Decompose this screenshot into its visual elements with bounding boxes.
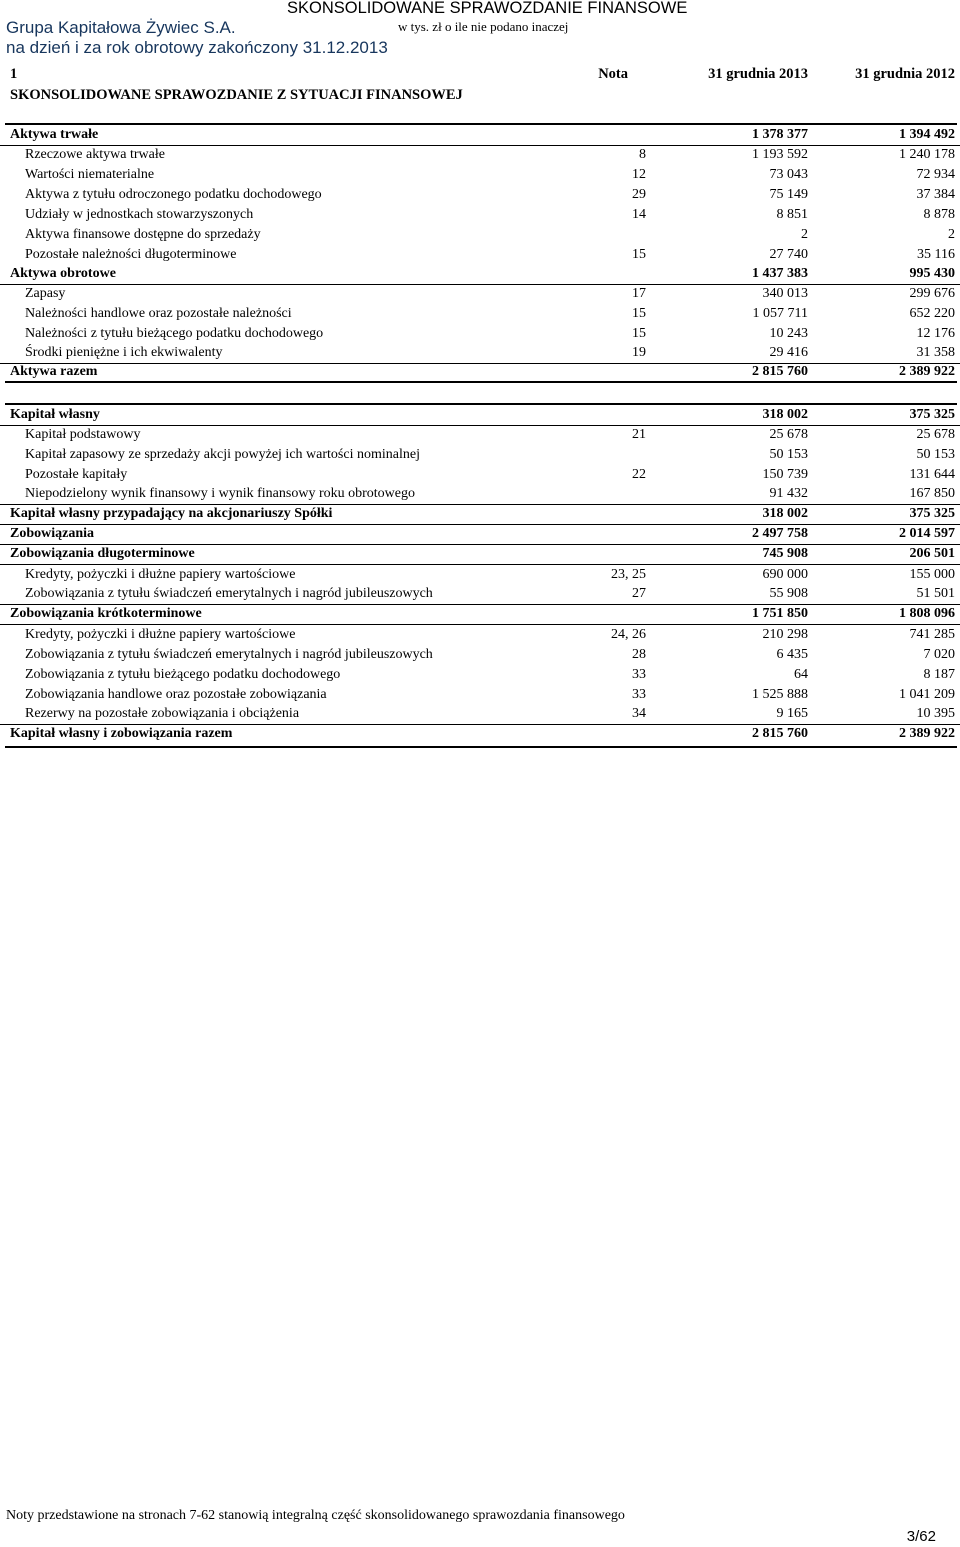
row-value-2013: 2 815 760 [752,364,808,379]
section-title: SKONSOLIDOWANE SPRAWOZDANIE Z SYTUACJI FINANSOWEJ [10,87,463,103]
row-note: 15 [632,326,646,341]
row-note: 15 [632,247,646,262]
row-value-2012: 375 325 [909,407,955,422]
page-number: 3/62 [906,1528,936,1545]
row-value-2013: 8 851 [776,207,808,222]
table-row [0,284,960,304]
row-value-2013: 27 740 [769,247,808,262]
table-bottom-rule [5,746,957,748]
row-note: 12 [632,167,646,182]
row-label: Aktywa obrotowe [10,266,116,281]
row-value-2012: 995 430 [909,266,955,281]
row-label: Zobowiązania z tytułu bieżącego podatku dochodowego [25,667,341,682]
row-value-2013: 340 013 [762,286,808,301]
row-value-2013: 1 751 850 [752,606,808,621]
row-label: Zobowiązania z tytułu świadczeń emerytalnych i nagród jubileuszowych [25,586,433,601]
row-note: 27 [632,586,646,601]
reporting-date: na dzień i za rok obrotowy zakończony 31.12.2013 [6,38,388,57]
table-row [0,425,960,445]
column-2012-header: 31 grudnia 2012 [855,66,955,82]
row-value-2013: 55 908 [769,586,808,601]
table-row [0,704,960,725]
row-value-2012: 72 934 [916,167,955,182]
statement-number: 1 [10,66,18,82]
table-row [0,405,960,426]
table-row [0,544,960,565]
row-value-2013: 29 416 [769,345,808,360]
row-note: 23, 25 [611,567,646,582]
table-row [0,145,960,165]
table-row [0,465,960,485]
row-value-2012: 155 000 [909,567,955,582]
table-row [0,565,960,585]
table-row [0,724,960,744]
row-value-2012: 8 878 [923,207,955,222]
row-label: Środki pieniężne i ich ekwiwalenty [25,345,223,360]
row-value-2013: 318 002 [762,407,808,422]
row-value-2013: 2 [801,227,808,242]
row-value-2012: 2 [948,227,955,242]
column-2013-header: 31 grudnia 2013 [708,66,808,82]
row-label: Należności handlowe oraz pozostałe należności [25,306,292,321]
row-note: 24, 26 [611,627,646,642]
company-name: Grupa Kapitałowa Żywiec S.A. [6,18,236,37]
row-note: 15 [632,306,646,321]
row-value-2013: 745 908 [762,546,808,561]
table-row [0,484,960,505]
row-label: Rzeczowe aktywa trwałe [25,147,165,162]
row-value-2013: 1 193 592 [752,147,808,162]
row-value-2012: 167 850 [909,486,955,501]
row-label: Kapitał podstawowy [25,427,141,442]
table-row [0,645,960,665]
table-row [0,125,960,146]
row-value-2012: 7 020 [923,647,955,662]
row-note: 28 [632,647,646,662]
table-row [0,205,960,225]
row-label: Aktywa finansowe dostępne do sprzedaży [25,227,261,242]
row-value-2012: 10 395 [916,706,955,721]
row-value-2012: 2 389 922 [899,364,955,379]
note-column-header: Nota [598,66,628,82]
row-note: 22 [632,467,646,482]
row-value-2012: 8 187 [923,667,955,682]
row-value-2012: 12 176 [916,326,955,341]
table-row [0,304,960,324]
row-value-2012: 1 041 209 [899,687,955,702]
row-value-2013: 6 435 [776,647,808,662]
row-label: Pozostałe należności długoterminowe [25,247,237,262]
row-label: Zobowiązania handlowe oraz pozostałe zobowiązania [25,687,327,702]
table-row [0,225,960,245]
row-value-2013: 1 057 711 [752,306,808,321]
row-label: Zobowiązania długoterminowe [10,546,195,561]
row-value-2012: 2 014 597 [899,526,955,541]
row-note: 19 [632,345,646,360]
row-label: Należności z tytułu bieżącego podatku dochodowego [25,326,324,341]
row-value-2013: 1 437 383 [752,266,808,281]
table-row [0,584,960,605]
table-row [0,264,960,285]
row-value-2013: 150 739 [762,467,808,482]
row-value-2012: 35 116 [917,247,955,262]
row-label: Kapitał własny przypadający na akcjonariuszy Spółki [10,506,333,521]
row-value-2012: 299 676 [909,286,955,301]
table-row [0,165,960,185]
row-note: 21 [632,427,646,442]
row-label: Aktywa z tytułu odroczonego podatku dochodowego [25,187,322,202]
row-label: Kapitał zapasowy ze sprzedaży akcji powyżej ich wartości nominalnej [25,447,420,462]
row-label: Kredyty, pożyczki i dłużne papiery wartościowe [25,567,296,582]
row-note: 34 [632,706,646,721]
table-row [0,504,960,525]
row-value-2012: 652 220 [909,306,955,321]
footer-note: Noty przedstawione na stronach 7-62 stanowią integralną część skonsolidowanego sprawozdania finansowego [6,1508,625,1523]
row-value-2012: 1 240 178 [899,147,955,162]
row-value-2013: 91 432 [769,486,808,501]
table-row [0,324,960,344]
row-value-2013: 318 002 [762,506,808,521]
row-label: Aktywa trwałe [10,127,99,142]
row-label: Wartości niematerialne [25,167,155,182]
table-row [0,245,960,265]
row-label: Zobowiązania z tytułu świadczeń emerytalnych i nagród jubileuszowych [25,647,433,662]
table-row [0,445,960,465]
row-label: Udziały w jednostkach stowarzyszonych [25,207,254,222]
row-label: Aktywa razem [10,364,98,379]
row-value-2013: 73 043 [769,167,808,182]
unit-note: w tys. zł o ile nie podano inaczej [398,19,569,34]
row-value-2013: 25 678 [769,427,808,442]
table-row [0,524,960,545]
row-value-2013: 2 497 758 [752,526,808,541]
row-value-2013: 210 298 [762,627,808,642]
row-value-2013: 75 149 [769,187,808,202]
row-value-2012: 50 153 [916,447,955,462]
row-value-2012: 51 501 [916,586,955,601]
row-value-2012: 25 678 [916,427,955,442]
row-value-2012: 37 384 [916,187,955,202]
document-title: SKONSOLIDOWANE SPRAWOZDANIE FINANSOWE [287,0,688,17]
table-row [0,665,960,685]
row-label: Rezerwy na pozostałe zobowiązania i obciążenia [25,706,300,721]
table-row [0,604,960,625]
row-value-2013: 50 153 [769,447,808,462]
table-row [0,685,960,705]
row-label: Zobowiązania [10,526,95,541]
row-note: 14 [632,207,646,222]
row-note: 17 [632,286,646,301]
row-note: 33 [632,667,646,682]
row-label: Kredyty, pożyczki i dłużne papiery wartościowe [25,627,296,642]
row-label: Niepodzielony wynik finansowy i wynik finansowy roku obrotowego [25,486,415,501]
row-value-2012: 31 358 [916,345,955,360]
table-row [0,343,960,364]
row-value-2012: 206 501 [909,546,955,561]
row-value-2013: 10 243 [769,326,808,341]
row-value-2012: 741 285 [909,627,955,642]
row-value-2012: 2 389 922 [899,726,955,741]
row-value-2013: 2 815 760 [752,726,808,741]
row-value-2013: 9 165 [776,706,808,721]
row-label: Kapitał własny [10,407,100,422]
row-value-2013: 64 [794,667,808,682]
table-row [0,625,960,645]
row-note: 29 [632,187,646,202]
row-value-2012: 375 325 [909,506,955,521]
row-label: Pozostałe kapitały [25,467,128,482]
row-value-2013: 1 525 888 [752,687,808,702]
table-row [0,185,960,205]
row-value-2012: 1 808 096 [899,606,955,621]
row-label: Kapitał własny i zobowiązania razem [10,726,233,741]
row-value-2013: 1 378 377 [752,127,808,142]
row-note: 8 [639,147,646,162]
row-value-2012: 1 394 492 [899,127,955,142]
row-note: 33 [632,687,646,702]
row-value-2013: 690 000 [762,567,808,582]
table-row [0,362,960,382]
row-label: Zapasy [25,286,66,301]
row-value-2012: 131 644 [909,467,955,482]
row-label: Zobowiązania krótkoterminowe [10,606,202,621]
